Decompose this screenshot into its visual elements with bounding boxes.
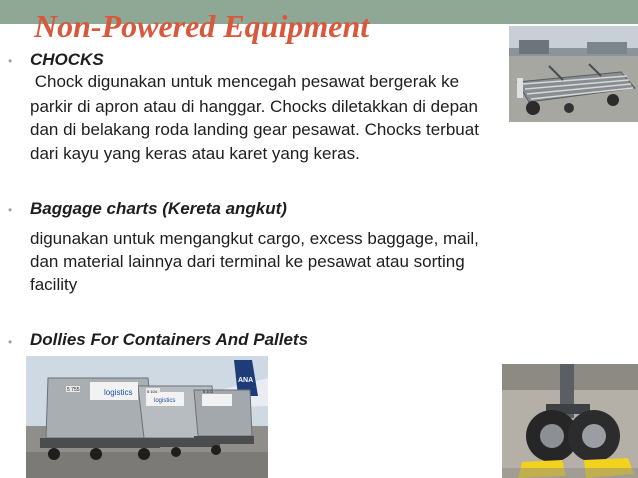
- airline-tail-text: ANA: [238, 377, 254, 384]
- wheel-chocks-photo: [502, 364, 638, 478]
- baggage-text-line: dan material lainnya dari terminal ke pesawat atau sorting: [30, 252, 465, 271]
- chocks-text-line: Chock digunakan untuk mencegah pesawat bergerak ke: [30, 72, 460, 91]
- container-dollies-photo: [26, 356, 268, 478]
- baggage-text-line: digunakan untuk mengangkut cargo, excess baggage, mail,: [30, 229, 479, 248]
- chocks-text-line: parkir di apron atau di hanggar. Chocks diletakkan di depan: [30, 97, 478, 116]
- bullet-icon: •: [8, 203, 13, 217]
- container-number: 5 755: [67, 387, 80, 393]
- section-heading-baggage: Baggage charts (Kereta angkut): [30, 199, 287, 218]
- chocks-text-line: dan di belakang roda landing gear pesawat. Chocks terbuat: [30, 120, 479, 139]
- section-heading-dollies: Dollies For Containers And Pallets: [30, 330, 309, 349]
- container-number: 5 104: [147, 389, 158, 394]
- bullet-icon: •: [8, 54, 13, 68]
- slide-title: Non-Powered Equipment: [34, 8, 370, 44]
- section-heading-chocks: CHOCKS: [30, 50, 104, 69]
- chocks-text-line: dari kayu yang keras atau karet yang keras.: [30, 144, 360, 163]
- bullet-icon: •: [8, 335, 13, 349]
- container-number: 5 103: [203, 389, 214, 394]
- baggage-text-line: facility: [30, 275, 78, 294]
- container-label: logistics: [104, 388, 133, 397]
- container-label: logistics: [154, 398, 176, 404]
- baggage-cart-photo: [509, 26, 638, 122]
